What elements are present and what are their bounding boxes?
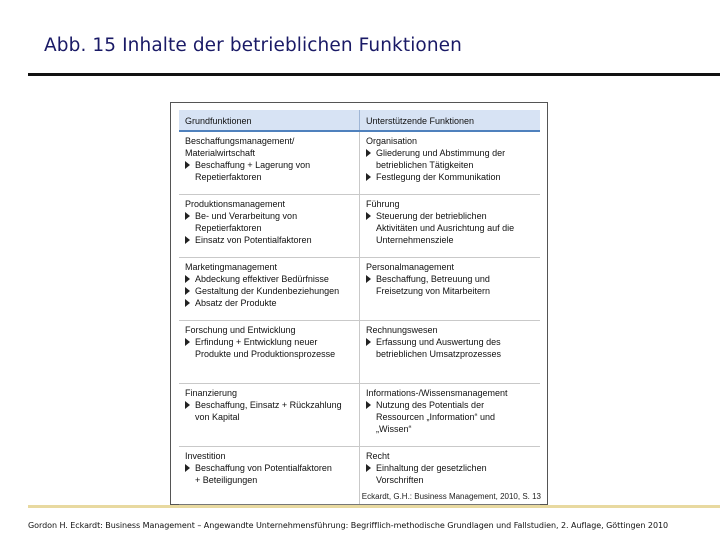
function-bullet-continuation: Ressourcen „Information“ und (376, 412, 496, 422)
table-row (179, 384, 540, 447)
function-bullet: Be- und Verarbeitung von (185, 210, 353, 222)
table-row (179, 195, 540, 258)
function-heading: Marketingmanagement (185, 262, 278, 272)
title-divider (28, 73, 720, 76)
function-bullet: Absatz der Produkte (185, 297, 353, 309)
function-bullet-continuation: betrieblichen Tätigkeiten (376, 160, 474, 170)
function-bullet: Erfindung + Entwicklung neuer (185, 336, 353, 348)
function-heading: Forschung und Entwicklung (185, 325, 296, 335)
function-bullet: Erfassung und Auswertung des (366, 336, 534, 348)
function-bullet: Beschaffung, Betreuung und (366, 273, 534, 285)
functions-table-container (179, 110, 540, 490)
function-bullet-continuation: „Wissen“ (376, 424, 412, 434)
header-basic-functions: Grundfunktionen (179, 110, 360, 131)
function-heading: Produktionsmanagement (185, 199, 286, 209)
functions-table (179, 110, 540, 506)
function-heading: Personalmanagement (366, 262, 455, 272)
function-heading: Organisation (366, 136, 418, 146)
function-bullet: Beschaffung von Potentialfaktoren (185, 462, 353, 474)
function-bullet: Gestaltung der Kundenbeziehungen (185, 285, 353, 297)
function-bullet-continuation: + Beteiligungen (195, 475, 258, 485)
function-heading: Informations-/Wissensmanagement (366, 388, 508, 398)
function-bullet: Einhaltung der gesetzlichen (366, 462, 534, 474)
table-row (179, 321, 540, 384)
function-bullet-continuation: Freisetzung von Mitarbeitern (376, 286, 491, 296)
function-bullet: Festlegung der Kommunikation (366, 171, 534, 183)
function-heading: Materialwirtschaft (185, 148, 256, 158)
function-bullet: Abdeckung effektiver Bedürfnisse (185, 273, 353, 285)
header-supporting-functions: Unterstützende Funktionen (360, 110, 541, 131)
supporting-function-cell (360, 321, 541, 384)
function-bullet: Gliederung und Abstimmung der (366, 147, 534, 159)
figure-source: Eckardt, G.H.: Business Management, 2010, S. 13 (361, 492, 541, 501)
basic-function-cell (179, 258, 360, 321)
slide-caption: Gordon H. Eckardt: Business Management – Angewandte Unternehmensführung: Begrifflich-methodische Grundlagen und Fallstudien, 2. Auflage, Göttingen 2010 (28, 521, 669, 530)
supporting-function-cell (360, 195, 541, 258)
footer-divider (28, 505, 720, 508)
supporting-function-cell (360, 131, 541, 195)
function-bullet: Nutzung des Potentials der (366, 399, 534, 411)
function-bullet: Einsatz von Potentialfaktoren (185, 234, 353, 246)
slide-title: Abb. 15 Inhalte der betrieblichen Funktionen (44, 35, 462, 56)
basic-function-cell (179, 131, 360, 195)
function-bullet-continuation: betrieblichen Umsatzprozesses (376, 349, 502, 359)
function-heading: Finanzierung (185, 388, 238, 398)
function-heading: Beschaffungsmanagement/ (185, 136, 295, 146)
table-row (179, 131, 540, 195)
table-header-row (179, 110, 540, 131)
functions-figure (170, 102, 548, 505)
function-heading: Führung (366, 199, 400, 209)
basic-function-cell (179, 447, 360, 506)
function-bullet-continuation: Vorschriften (376, 475, 424, 485)
function-bullet-continuation: von Kapital (195, 412, 240, 422)
function-bullet: Steuerung der betrieblichen (366, 210, 534, 222)
function-bullet-continuation: Produkte und Produktionsprozesse (195, 349, 336, 359)
table-body (179, 131, 540, 505)
basic-function-cell (179, 384, 360, 447)
function-heading: Investition (185, 451, 226, 461)
function-bullet-continuation: Repetierfaktoren (195, 223, 262, 233)
function-bullet: Beschaffung, Einsatz + Rückzahlung (185, 399, 353, 411)
function-bullet-continuation: Repetierfaktoren (195, 172, 262, 182)
function-heading: Recht (366, 451, 390, 461)
supporting-function-cell (360, 384, 541, 447)
function-bullet-continuation: Unternehmensziele (376, 235, 454, 245)
basic-function-cell (179, 321, 360, 384)
function-bullet-continuation: Aktivitäten und Ausrichtung auf die (376, 223, 515, 233)
basic-function-cell (179, 195, 360, 258)
table-row (179, 258, 540, 321)
function-bullet: Beschaffung + Lagerung von (185, 159, 353, 171)
function-heading: Rechnungswesen (366, 325, 438, 335)
supporting-function-cell (360, 258, 541, 321)
